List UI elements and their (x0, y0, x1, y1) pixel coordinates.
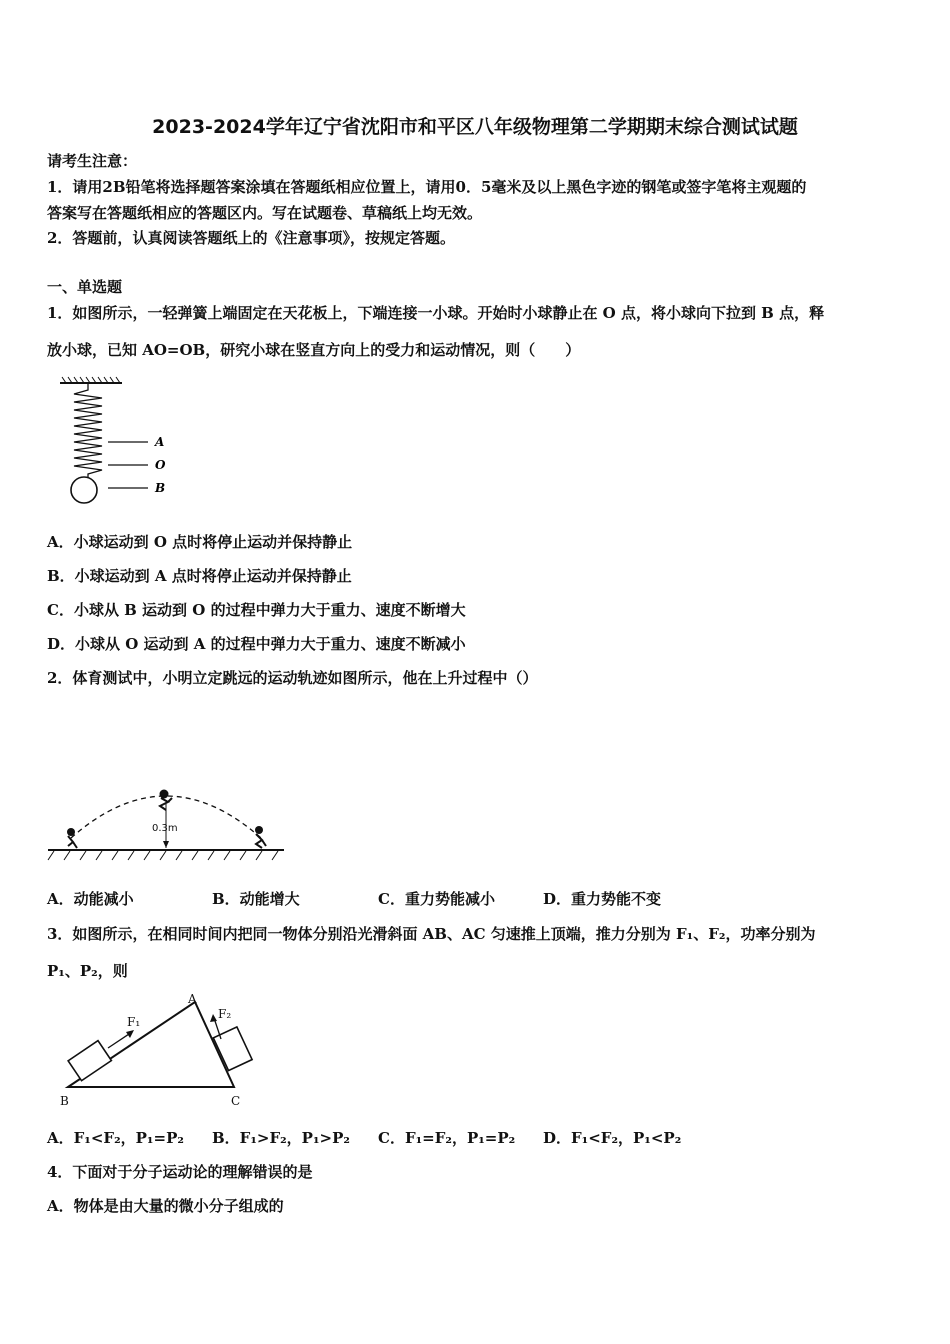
q3-label-b: B (60, 1094, 69, 1108)
q2-height-label: 0.3m (152, 823, 178, 834)
q3-option-b: B．F₁>F₂，P₁>P₂ (212, 1129, 350, 1147)
q2-option-b: B．动能增大 (212, 890, 300, 908)
q2-option-c: C．重力势能减小 (378, 890, 495, 908)
q3-incline-figure (50, 990, 265, 1112)
q3-stem-line2: P₁、P₂，则 (47, 962, 128, 980)
notice-line-1b: 答案写在答题纸相应的答题区内。写在试题卷、草稿纸上均无效。 (47, 204, 483, 222)
notice-line-2: 2．答题前，认真阅读答题纸上的《注意事项》，按规定答题。 (47, 229, 455, 247)
q3-label-f2: F₂ (218, 1007, 232, 1021)
q1-stem-line2: 放小球，已知 AO=OB，研究小球在竖直方向上的受力和运动情况，则（ ） (47, 341, 581, 359)
q1-option-a: A．小球运动到 O 点时将停止运动并保持静止 (47, 533, 353, 551)
q3-stem-line1: 3．如图所示，在相同时间内把同一物体分别沿光滑斜面 AB、AC 匀速推上顶端，推力分别为 F₁、F₂，功率分别为 (47, 925, 816, 943)
q1-stem-line1: 1．如图所示，一轻弹簧上端固定在天花板上，下端连接一小球。开始时小球静止在 O 点，将小球向下拉到 B 点，释 (47, 304, 825, 322)
q4-option-a: A．物体是由大量的微小分子组成的 (47, 1197, 284, 1215)
q1-label-o: O (155, 458, 166, 472)
q2-jump-figure (46, 776, 288, 868)
q1-label-a: A (155, 435, 165, 449)
q1-label-b: B (155, 481, 166, 495)
q3-label-c: C (231, 1094, 241, 1108)
q2-option-d: D．重力势能不变 (543, 890, 662, 908)
notice-line-1a: 1．请用2B铅笔将选择题答案涂填在答题纸相应位置上，请用0．5毫米及以上黑色字迹的钢笔或签字笔将主观题的 (47, 178, 807, 196)
q1-option-d: D．小球从 O 运动到 A 的过程中弹力大于重力、速度不断减小 (47, 635, 466, 653)
q3-option-d: D．F₁<F₂，P₁<P₂ (543, 1129, 682, 1147)
section-heading: 一、单选题 (47, 278, 123, 296)
q3-label-f1: F₁ (127, 1015, 141, 1029)
q3-option-a: A．F₁<F₂，P₁=P₂ (47, 1129, 184, 1147)
q2-option-a: A．动能减小 (47, 890, 134, 908)
notice-heading: 请考生注意： (47, 152, 138, 170)
q1-option-c: C．小球从 B 运动到 O 的过程中弹力大于重力、速度不断增大 (47, 601, 466, 619)
page-title: 2023-2024学年辽宁省沈阳市和平区八年级物理第二学期期末综合测试试题 (152, 116, 798, 138)
q3-label-a: A (188, 992, 197, 1006)
q4-stem: 4．下面对于分子运动论的理解错误的是 (47, 1163, 313, 1181)
q1-option-b: B．小球运动到 A 点时将停止运动并保持静止 (47, 567, 352, 585)
jumper-start-icon (67, 828, 77, 848)
q2-stem: 2．体育测试中，小明立定跳远的运动轨迹如图所示，他在上升过程中（） (47, 669, 538, 687)
q3-option-c: C．F₁=F₂，P₁=P₂ (378, 1129, 516, 1147)
q1-spring-figure (60, 376, 180, 511)
